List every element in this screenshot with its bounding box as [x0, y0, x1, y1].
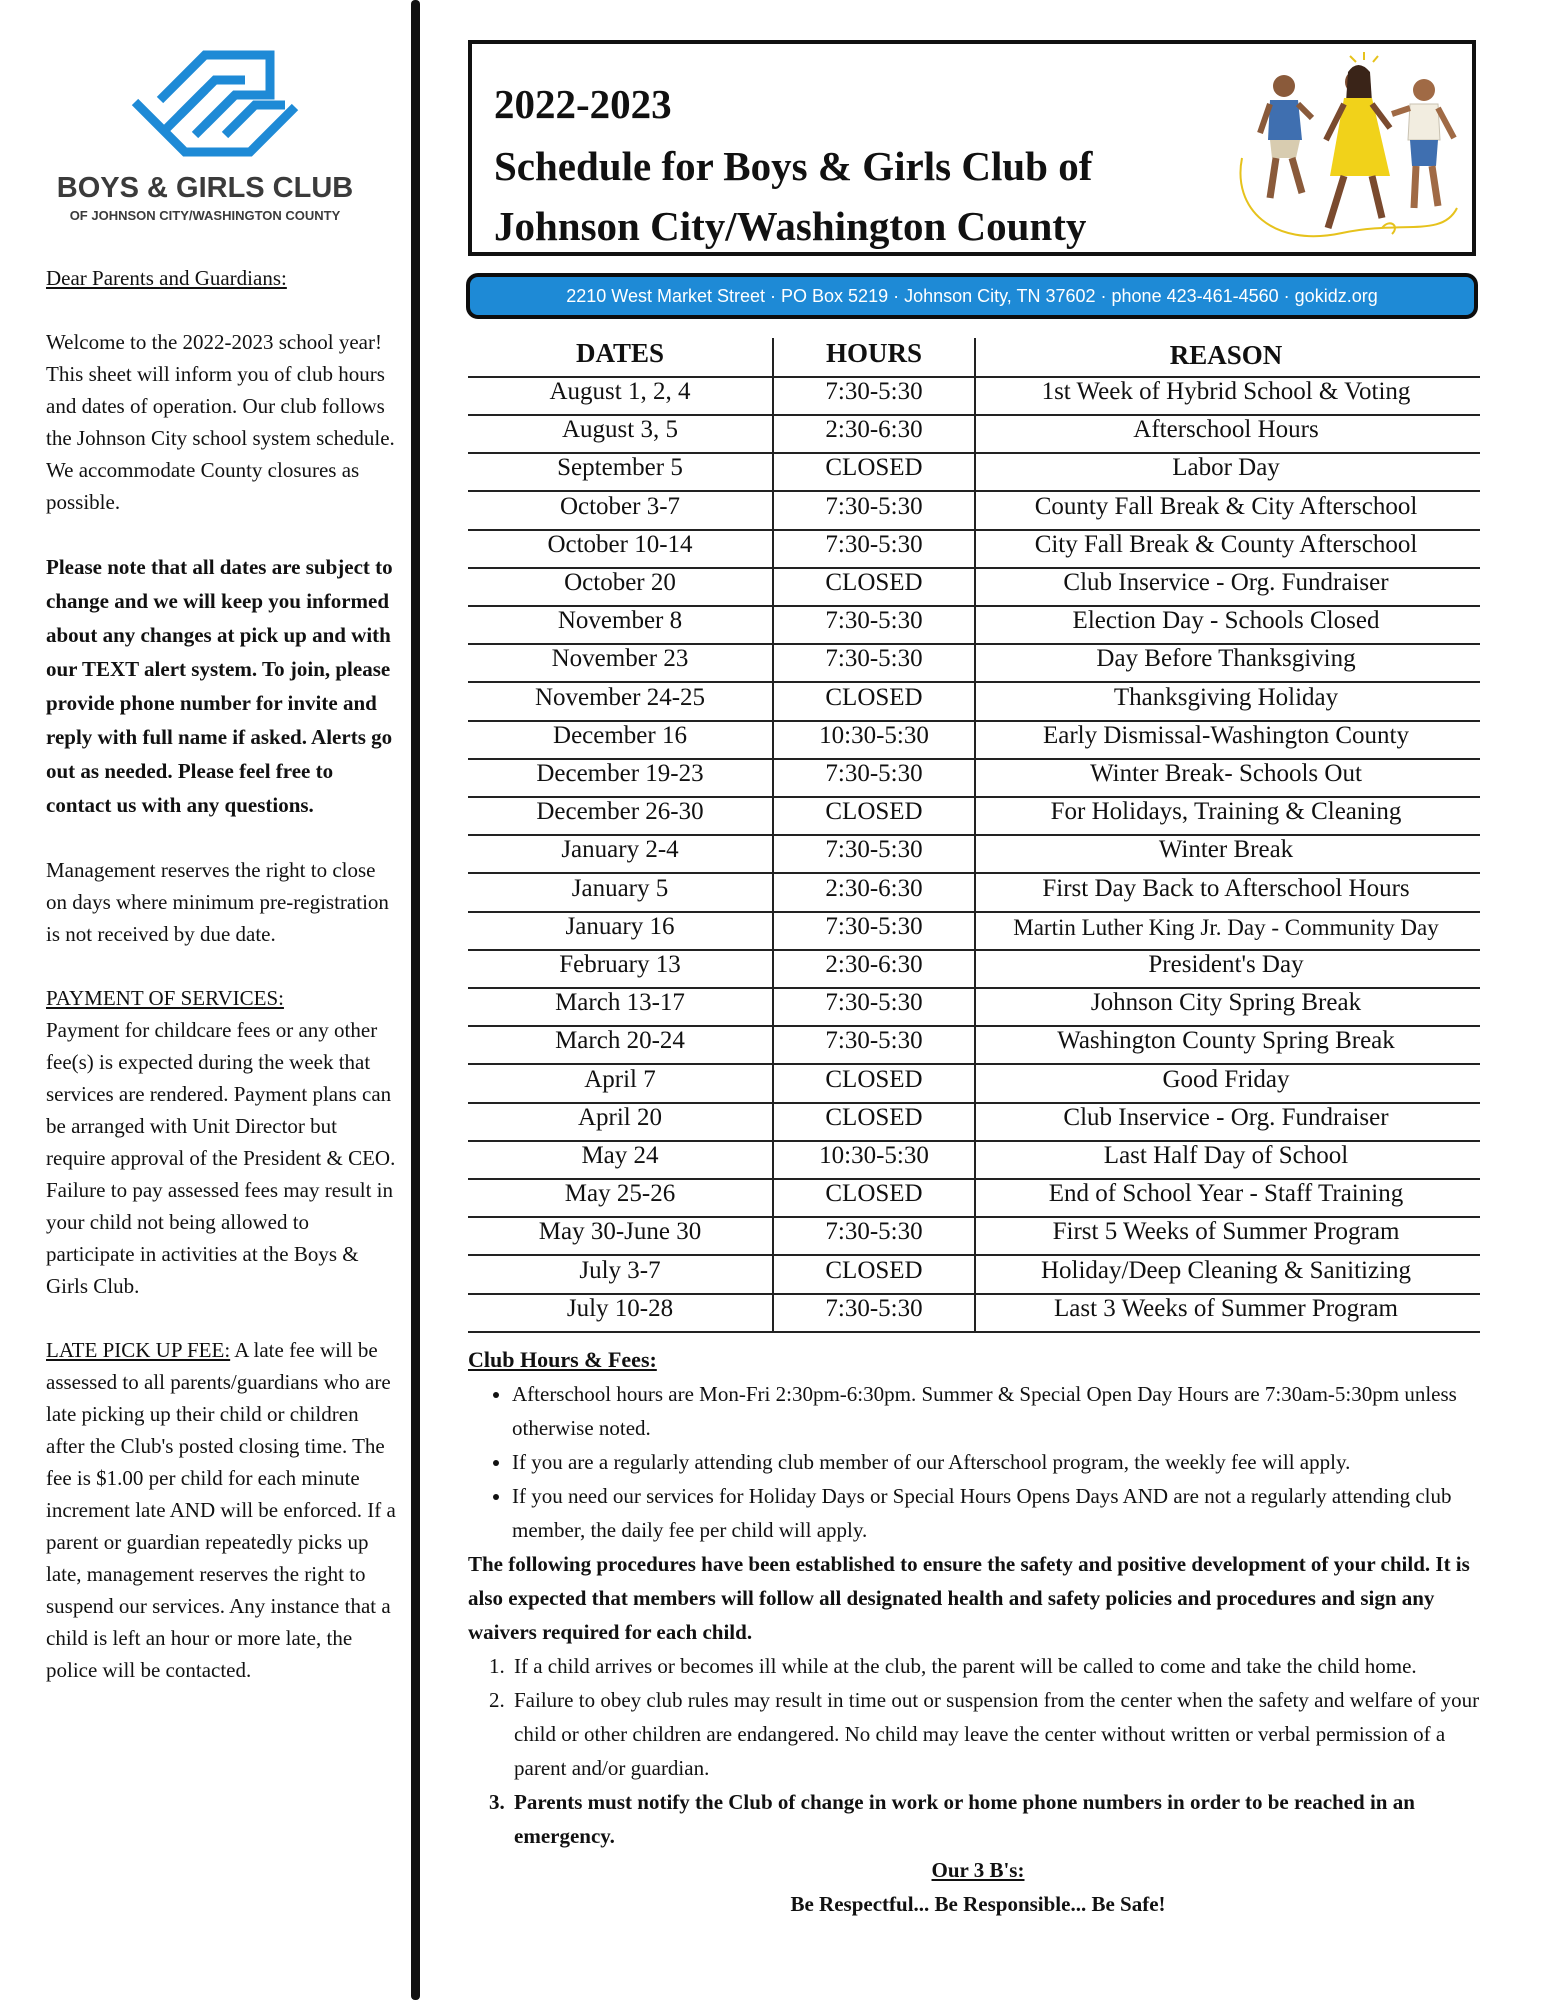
hours-cell: 7:30-5:30 [825, 989, 923, 1017]
hours-cell: 2:30-6:30 [825, 951, 923, 978]
hours-cell: 7:30-5:30 [825, 378, 923, 405]
hours-cell: CLOSED [825, 569, 923, 596]
date-cell: May 24 [581, 1142, 659, 1169]
header-dates: DATES [575, 338, 665, 368]
date-cell: May 30-June 30 [538, 1218, 702, 1246]
reason-cell: 1st Week of Hybrid School & Voting [1041, 378, 1411, 405]
date-cell: October 3-7 [559, 492, 681, 520]
hours-cell: 7:30-5:30 [825, 1294, 923, 1322]
title-line-2: Schedule for Boys & Girls Club of [494, 143, 1093, 189]
reason-cell: Afterschool Hours [1133, 416, 1319, 444]
fees-list [468, 1377, 1488, 1547]
reason-cell: Day Before Thanksgiving [1096, 645, 1356, 673]
club-logo [45, 40, 375, 230]
three-bs-text: Be Respectful... Be Responsible... Be Safe! [790, 1892, 1166, 1916]
column-rule [772, 338, 774, 1331]
date-cell: March 20-24 [555, 1027, 685, 1055]
date-cell: February 13 [559, 951, 681, 978]
late-fee-heading: LATE PICK UP FEE: [46, 1338, 231, 1362]
late-fee-section [46, 1334, 398, 1686]
hours-cell: 7:30-5:30 [825, 836, 923, 864]
list-item: 1. If a child arrives or becomes ill while at the club, the parent will be called to come and take the child home. [510, 1649, 1488, 1683]
reason-cell: First Day Back to Afterschool Hours [1042, 874, 1410, 902]
column-divider [411, 0, 420, 2000]
reason-cell: Winter Break [1158, 836, 1294, 864]
hours-cell: 7:30-5:30 [825, 1027, 923, 1055]
reason-cell: Election Day - Schools Closed [1072, 607, 1380, 635]
date-cell: October 20 [564, 569, 676, 596]
procedures-list [468, 1649, 1488, 1853]
column-rule [974, 338, 976, 1331]
late-fee-text: A late fee will be assessed to all parents/guardians who are late picking up their child or children after the Club's posted closing time. The fee is $1.00 per child for each minute increment late AND will be enforced. If a parent or guardian repeatedly picks up late, management reserves the right to suspend our services. Any instance that a child is left an hour or more late, the police will be contacted. [46, 1338, 396, 1682]
date-cell: April 7 [584, 1065, 656, 1093]
hours-and-fees [468, 1343, 1488, 1921]
reason-cell: First 5 Weeks of Summer Program [1052, 1218, 1400, 1246]
hours-cell: CLOSED [825, 798, 923, 826]
reason-cell: Last 3 Weeks of Summer Program [1054, 1294, 1398, 1322]
parent-letter [46, 262, 398, 1718]
hours-cell: 7:30-5:30 [825, 530, 923, 558]
logo-name: BOYS & GIRLS CLUB [56, 172, 354, 204]
logo-subtitle: OF JOHNSON CITY/WASHINGTON COUNTY [69, 208, 341, 223]
date-cell: January 5 [571, 874, 669, 902]
reason-cell: Last Half Day of School [1103, 1142, 1349, 1169]
date-cell: December 19-23 [536, 760, 704, 787]
address-bar: 2210 West Market Street · PO Box 5219 · Johnson City, TN 37602 · phone 423-461-4560 · gokidz.org [466, 273, 1478, 319]
date-cell: January 2-4 [561, 836, 679, 864]
payment-section [46, 982, 398, 1302]
hours-cell: 2:30-6:30 [825, 416, 923, 444]
reason-cell: Johnson City Spring Break [1090, 989, 1362, 1017]
list-item: 3. Parents must notify the Club of change in work or home phone numbers in order to be reached in an emergency. [510, 1785, 1488, 1853]
date-cell: October 10-14 [547, 530, 693, 558]
hours-cell: CLOSED [825, 683, 923, 711]
hours-cell: CLOSED [825, 1180, 923, 1208]
header-reason: REASON [1169, 340, 1283, 370]
three-bs-heading: Our 3 B's: [931, 1858, 1025, 1882]
reason-cell: End of School Year - Staff Training [1048, 1180, 1404, 1208]
reason-cell: Thanksgiving Holiday [1113, 683, 1339, 711]
payment-heading: PAYMENT OF SERVICES: [46, 986, 284, 1010]
title-year: 2022-2023 [494, 81, 672, 127]
reason-cell: Good Friday [1162, 1065, 1290, 1093]
hours-cell: CLOSED [825, 1065, 923, 1093]
date-cell: January 16 [565, 912, 675, 940]
date-cell: May 25-26 [564, 1180, 676, 1208]
title-box [468, 40, 1476, 256]
hours-cell: CLOSED [825, 1256, 923, 1284]
date-cell: December 16 [553, 721, 687, 749]
reason-cell: Washington County Spring Break [1057, 1027, 1395, 1055]
salutation: Dear Parents and Guardians: [46, 266, 287, 290]
hours-cell: CLOSED [825, 1103, 923, 1131]
date-cell: November 23 [551, 645, 689, 673]
date-cell: August 1, 2, 4 [549, 378, 691, 405]
hours-cell: 7:30-5:30 [825, 607, 923, 635]
date-cell: December 26-30 [536, 798, 704, 826]
hours-cell: CLOSED [825, 454, 923, 482]
running-kids-illustration [1232, 48, 1472, 253]
hours-cell: 7:30-5:30 [825, 492, 923, 520]
date-cell: November 24-25 [534, 683, 706, 711]
procedures-intro: The following procedures have been established to ensure the safety and positive development of your child. It is also expected that members will follow all designated health and safety policies and procedures and sign any waivers required for each child. [468, 1552, 1470, 1644]
list-item: • If you are a regularly attending club member of our Afterschool program, the weekly fee will apply. [512, 1445, 1488, 1479]
header-hours: HOURS [825, 338, 923, 368]
reason-cell: President's Day [1148, 951, 1304, 978]
date-cell: April 20 [577, 1103, 663, 1131]
notice-paragraph: Please note that all dates are subject to change and we will keep you informed about any changes at pick up and with our TEXT alert system. To join, please provide phone number for invite and reply with full name if asked. Alerts go out as needed. Please feel free to contact us with any questions. [46, 555, 393, 817]
hours-cell: 7:30-5:30 [825, 912, 923, 940]
list-item: 2. Failure to obey club rules may result in time out or suspension from the center when the safety and welfare of your child or other children are endangered. No child may leave the center without written or verbal permission of a parent and/or guardian. [510, 1683, 1488, 1785]
date-cell: August 3, 5 [562, 416, 678, 444]
date-cell: July 10-28 [566, 1294, 674, 1322]
reason-cell: Club Inservice - Org. Fundraiser [1063, 1103, 1389, 1131]
reason-cell: Early Dismissal-Washington County [1042, 721, 1409, 749]
management-paragraph: Management reserves the right to close on days where minimum pre-registration is not received by due date. [46, 858, 389, 946]
reason-cell: Martin Luther King Jr. Day - Community Day [1013, 914, 1439, 940]
list-item: • Afterschool hours are Mon-Fri 2:30pm-6:30pm. Summer & Special Open Day Hours are 7:30am-5:30pm unless otherwise noted. [512, 1377, 1488, 1445]
list-item: • If you need our services for Holiday Days or Special Hours Opens Days AND are not a regularly attending club member, the daily fee per child will apply. [512, 1479, 1488, 1547]
hours-cell: 10:30-5:30 [819, 1142, 929, 1169]
reason-cell: County Fall Break & City Afterschool [1034, 492, 1418, 520]
reason-cell: Club Inservice - Org. Fundraiser [1063, 569, 1389, 596]
payment-text: Payment for childcare fees or any other fee(s) is expected during the week that services are rendered. Payment plans can be arranged with Unit Director but require approval of the President & CEO. Failure to pay assessed fees may result in your child not being allowed to participate in activities at the Boys & Girls Club. [46, 1018, 396, 1298]
hours-cell: 7:30-5:30 [825, 645, 923, 673]
welcome-paragraph: Welcome to the 2022-2023 school year! This sheet will inform you of club hours and dates of operation. Our club follows the Johnson City school system schedule. We accommodate County closures as possible. [46, 330, 395, 514]
interlocking-hands-icon [45, 40, 375, 170]
reason-cell: Holiday/Deep Cleaning & Sanitizing [1040, 1256, 1412, 1284]
hours-cell: 2:30-6:30 [825, 874, 923, 902]
hours-cell: 7:30-5:30 [825, 1218, 923, 1246]
date-cell: September 5 [557, 454, 683, 482]
reason-cell: City Fall Break & County Afterschool [1034, 530, 1418, 558]
date-cell: November 8 [557, 607, 683, 635]
reason-cell: Labor Day [1172, 454, 1280, 482]
title-line-3: Johnson City/Washington County [494, 203, 1087, 249]
date-cell: March 13-17 [555, 989, 685, 1017]
reason-cell: For Holidays, Training & Cleaning [1050, 798, 1402, 826]
date-cell: July 3-7 [579, 1256, 661, 1284]
hours-cell: 7:30-5:30 [825, 760, 923, 787]
fees-heading: Club Hours & Fees: [468, 1347, 657, 1372]
hours-cell: 10:30-5:30 [819, 721, 929, 749]
reason-cell: Winter Break- Schools Out [1090, 760, 1362, 787]
